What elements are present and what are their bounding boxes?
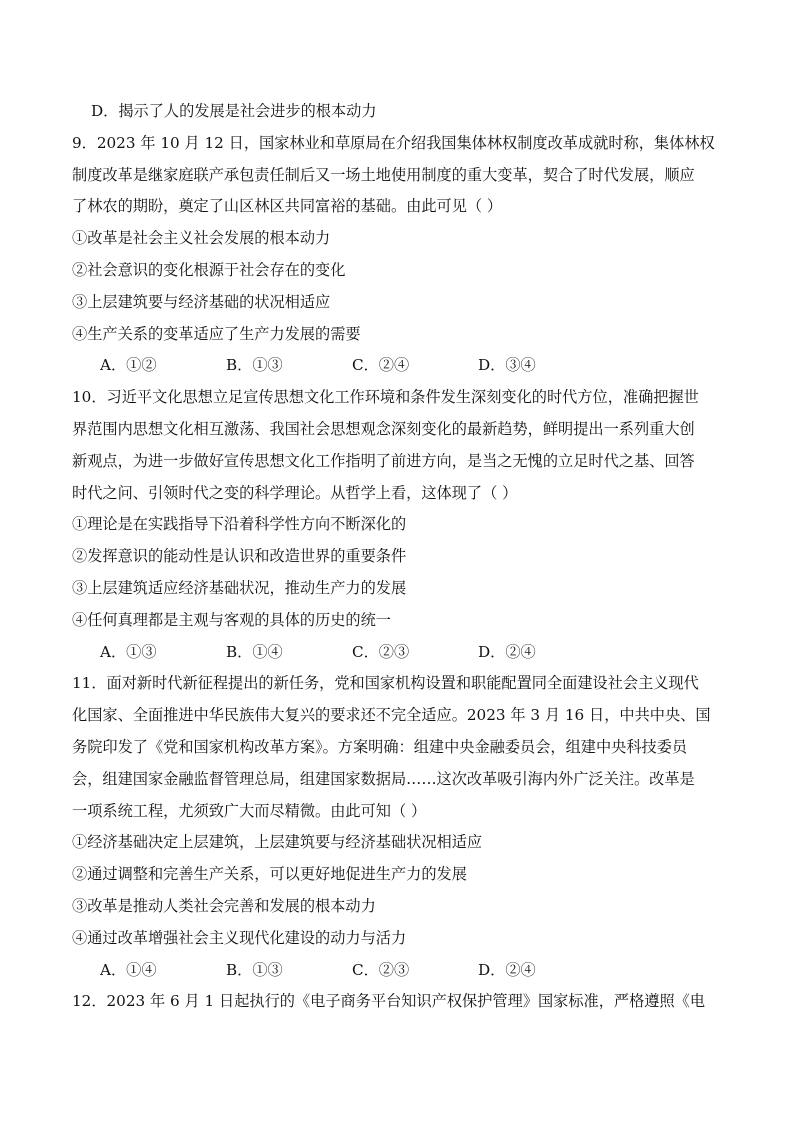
q11-choice-b[interactable]: B．①③: [226, 960, 283, 979]
q9-choice-c[interactable]: C．②④: [352, 356, 410, 375]
q9-choice-d[interactable]: D．③④: [478, 356, 536, 375]
question-10: [72, 382, 724, 668]
q11-stem-line-1: 11．面对新时代新征程提出的新任务，党和国家机构设置和职能配置同全面建设社会主义现代: [72, 674, 699, 693]
q9-choice-b[interactable]: B．①③: [226, 356, 283, 375]
q11-choices: [72, 955, 724, 987]
q11-choice-a[interactable]: A．①④: [100, 960, 157, 979]
q10-choice-b[interactable]: B．①④: [226, 642, 283, 661]
q10-stem-line-1: 10．习近平文化思想立足宣传思想文化工作环境和条件发生深刻变化的时代方位，准确把握世: [72, 388, 699, 407]
q11-stem-line-5: 一项系统工程，尤须致广大而尽精微。由此可知（ ）: [72, 801, 427, 820]
q10-statement-4: ④任何真理都是主观与客观的具体的历史的统一: [72, 610, 391, 629]
q12-stem-line-1: 12．2023 年 6 月 1 日起执行的《电子商务平台知识产权保护管理》国家标准，严格遵照《电: [72, 992, 706, 1011]
q11-statement-2: ②通过调整和完善生产关系，可以更好地促进生产力的发展: [72, 865, 467, 884]
q11-stem-line-4: 会，组建国家金融监督管理总局，组建国家数据局……这次改革吸引海内外广泛关注。改革是: [72, 769, 695, 788]
q11-statement-4: ④通过改革增强社会主义现代化建设的动力与活力: [72, 928, 407, 947]
q9-statement-1: ①改革是社会主义社会发展的根本动力: [72, 229, 331, 248]
q9-stem-line-2: 制度改革是继家庭联产承包责任制后又一场土地使用制度的重大变革，契合了时代发展，顺应: [72, 165, 695, 184]
q11-stem-line-3: 务院印发了《党和国家机构改革方案》。方案明确：组建中央金融委员会，组建中央科技委员: [72, 737, 688, 756]
q9-choices: [72, 350, 724, 382]
question-9: [72, 128, 724, 382]
q10-statement-3: ③上层建筑适应经济基础状况，推动生产力的发展: [72, 578, 407, 597]
q9-stem-line-3: 了林农的期盼，奠定了山区林区共同富裕的基础。由此可见（ ）: [72, 197, 503, 216]
q10-statement-1: ①理论是在实践指导下沿着科学性方向不断深化的: [72, 515, 407, 534]
q9-choice-a[interactable]: A．①②: [100, 356, 157, 375]
q9-statement-2: ②社会意识的变化根源于社会存在的变化: [72, 260, 346, 279]
q11-choice-d[interactable]: D．②④: [478, 960, 536, 979]
q10-choices: [72, 637, 724, 669]
q10-choice-a[interactable]: A．①③: [100, 642, 157, 661]
q11-choice-c[interactable]: C．②③: [352, 960, 410, 979]
q11-stem-line-2: 化国家、全面推进中华民族伟大复兴的要求还不完全适应。2023 年 3 月 16 日，中共中央、国: [72, 706, 711, 725]
q8-option-d: D．揭示了人的发展是社会进步的根本动力: [91, 102, 377, 120]
q10-stem-line-2: 界范围内思想文化相互激荡、我国社会思想观念深刻变化的最新趋势，鲜明提出一系列重大创: [72, 419, 695, 438]
q10-stem-line-3: 新观点，为进一步做好宣传思想文化工作指明了前进方向，是当之无愧的立足时代之基、回答: [72, 451, 695, 470]
q11-statement-3: ③改革是推动人类社会完善和发展的根本动力: [72, 896, 376, 915]
q9-statement-4: ④生产关系的变革适应了生产力发展的需要: [72, 324, 361, 343]
q10-stem-line-4: 时代之问、引领时代之变的科学理论。从哲学上看，这体现了（ ）: [72, 483, 518, 502]
q10-statement-2: ②发挥意识的能动性是认识和改造世界的重要条件: [72, 547, 407, 566]
question-12: [72, 986, 724, 1018]
question-11: [72, 668, 724, 986]
q9-stem-line-1: 9．2023 年 10 月 12 日，国家林业和草原局在介绍我国集体林权制度改革成就时称，集体林权: [72, 133, 715, 152]
q10-choice-d[interactable]: D．②④: [478, 642, 536, 661]
exam-page: [72, 96, 724, 1018]
q9-statement-3: ③上层建筑要与经济基础的状况相适应: [72, 292, 331, 311]
q11-statement-1: ①经济基础决定上层建筑，上层建筑要与经济基础状况相适应: [72, 833, 483, 852]
q10-choice-c[interactable]: C．②③: [352, 642, 410, 661]
